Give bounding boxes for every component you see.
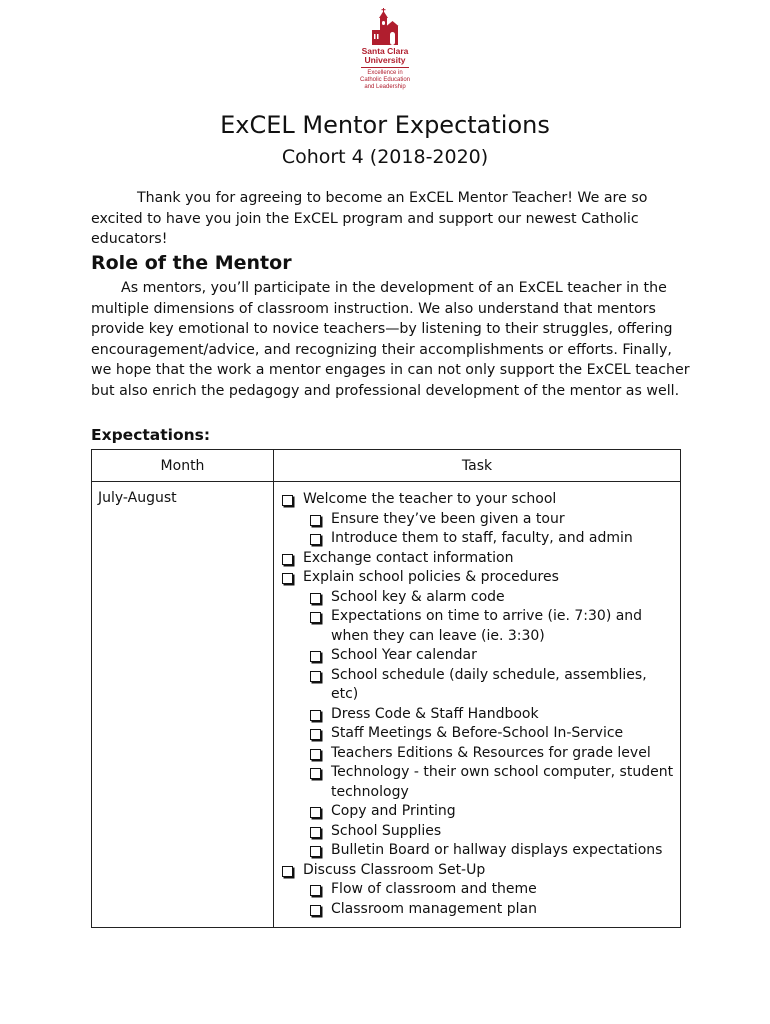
subtask-item: [309, 646, 674, 666]
expectations-heading: Expectations:: [91, 426, 211, 444]
table-body: [92, 482, 681, 928]
checkbox-icon: [310, 905, 321, 916]
task-text: Bulletin Board or hallway displays expectations: [331, 842, 663, 858]
checkbox-icon: [310, 612, 321, 623]
task-text: Copy and Printing: [331, 803, 456, 819]
role-paragraph: As mentors, you’ll participate in the development of an ExCEL teacher in the multiple dimensions of classroom instruction. We also understand that mentors provide key emotional to novice teachers—by listening to their struggles, offering encouragement/advice, and recognizing their accomplishments or efforts. Finally, we hope that the work a mentor engages in can not only support the ExCEL teacher but also enrich the pedagogy and professional development of the mentor as well.: [91, 280, 690, 399]
task-text: Expectations on time to arrive (ie. 7:30) and when they can leave (ie. 3:30): [331, 608, 643, 644]
subtask-item: [309, 822, 674, 842]
expectations-table: [91, 449, 681, 928]
task-text: School schedule (daily schedule, assemblies, etc): [331, 666, 647, 702]
task-text: Introduce them to staff, faculty, and admin: [331, 530, 633, 546]
task-text: Technology - their own school computer, student technology: [331, 764, 674, 800]
checkbox-icon: [310, 827, 321, 838]
task-text: Dress Code & Staff Handbook: [331, 705, 539, 722]
subtask-item: [309, 666, 674, 705]
subtask-item: [309, 880, 674, 900]
logo-university-name: Santa Clara University: [361, 46, 409, 65]
task-text: Exchange contact information: [303, 549, 514, 566]
subtask-item: [309, 529, 674, 549]
logo-tagline: Excellence in Catholic Education and Leadership: [359, 70, 411, 90]
task-text: Classroom management plan: [331, 900, 537, 917]
checkbox-icon: [282, 866, 293, 877]
intro-paragraph: Thank you for agreeing to become an ExCEL Mentor Teacher! We are so excited to have you join the ExCEL program and support our newest Catholic educators!: [91, 190, 648, 247]
subtask-item: [309, 705, 674, 725]
document-title: ExCEL Mentor Expectations: [220, 111, 550, 139]
subtask-item: [309, 588, 674, 608]
checkbox-icon: [310, 729, 321, 740]
checkbox-icon: [282, 495, 293, 506]
task-column-header: Task: [274, 450, 681, 482]
university-logo: [352, 8, 418, 102]
subtask-item: [309, 763, 674, 802]
checkbox-icon: [310, 593, 321, 604]
checkbox-icon: [310, 515, 321, 526]
checkbox-icon: [310, 651, 321, 662]
role-heading: Role of the Mentor: [91, 252, 292, 274]
task-cell: [274, 482, 681, 928]
checkbox-icon: [310, 846, 321, 857]
table-header-row: [92, 450, 681, 482]
checkbox-icon: [310, 768, 321, 779]
task-item: [281, 490, 674, 510]
subtask-item: [309, 900, 674, 920]
checkbox-icon: [310, 534, 321, 545]
task-text: Discuss Classroom Set-Up: [303, 861, 486, 878]
month-column-header: Month: [92, 450, 274, 482]
subtask-item: [309, 744, 674, 764]
subtask-item: [309, 607, 674, 646]
task-text: Staff Meetings & Before-School In-Service: [331, 725, 624, 741]
task-text: School Supplies: [331, 822, 442, 839]
task-text: Welcome the teacher to your school: [303, 491, 557, 507]
task-text: Teachers Editions & Resources for grade level: [331, 744, 651, 761]
task-item: [281, 861, 674, 881]
task-text: Flow of classroom and theme: [331, 881, 537, 897]
checkbox-icon: [310, 807, 321, 818]
checkbox-icon: [310, 671, 321, 682]
checkbox-icon: [282, 554, 293, 565]
subtask-item: [309, 841, 674, 861]
task-checklist: [281, 490, 674, 919]
table-row: [92, 482, 681, 928]
logo-divider: [361, 67, 409, 68]
subtask-item: [309, 510, 674, 530]
task-text: Ensure they’ve been given a tour: [331, 510, 565, 527]
checkbox-icon: [282, 573, 293, 584]
task-text: Explain school policies & procedures: [303, 569, 559, 585]
task-text: School key & alarm code: [331, 588, 505, 605]
document-subtitle: Cohort 4 (2018-2020): [281, 146, 489, 168]
month-cell: July-August: [92, 482, 274, 928]
task-text: School Year calendar: [331, 647, 477, 663]
subtask-item: [309, 724, 674, 744]
task-item: [281, 549, 674, 569]
checkbox-icon: [310, 749, 321, 760]
mission-church-icon: [370, 8, 400, 46]
checkbox-icon: [310, 710, 321, 721]
task-item: [281, 568, 674, 588]
checkbox-icon: [310, 885, 321, 896]
subtask-item: [309, 802, 674, 822]
